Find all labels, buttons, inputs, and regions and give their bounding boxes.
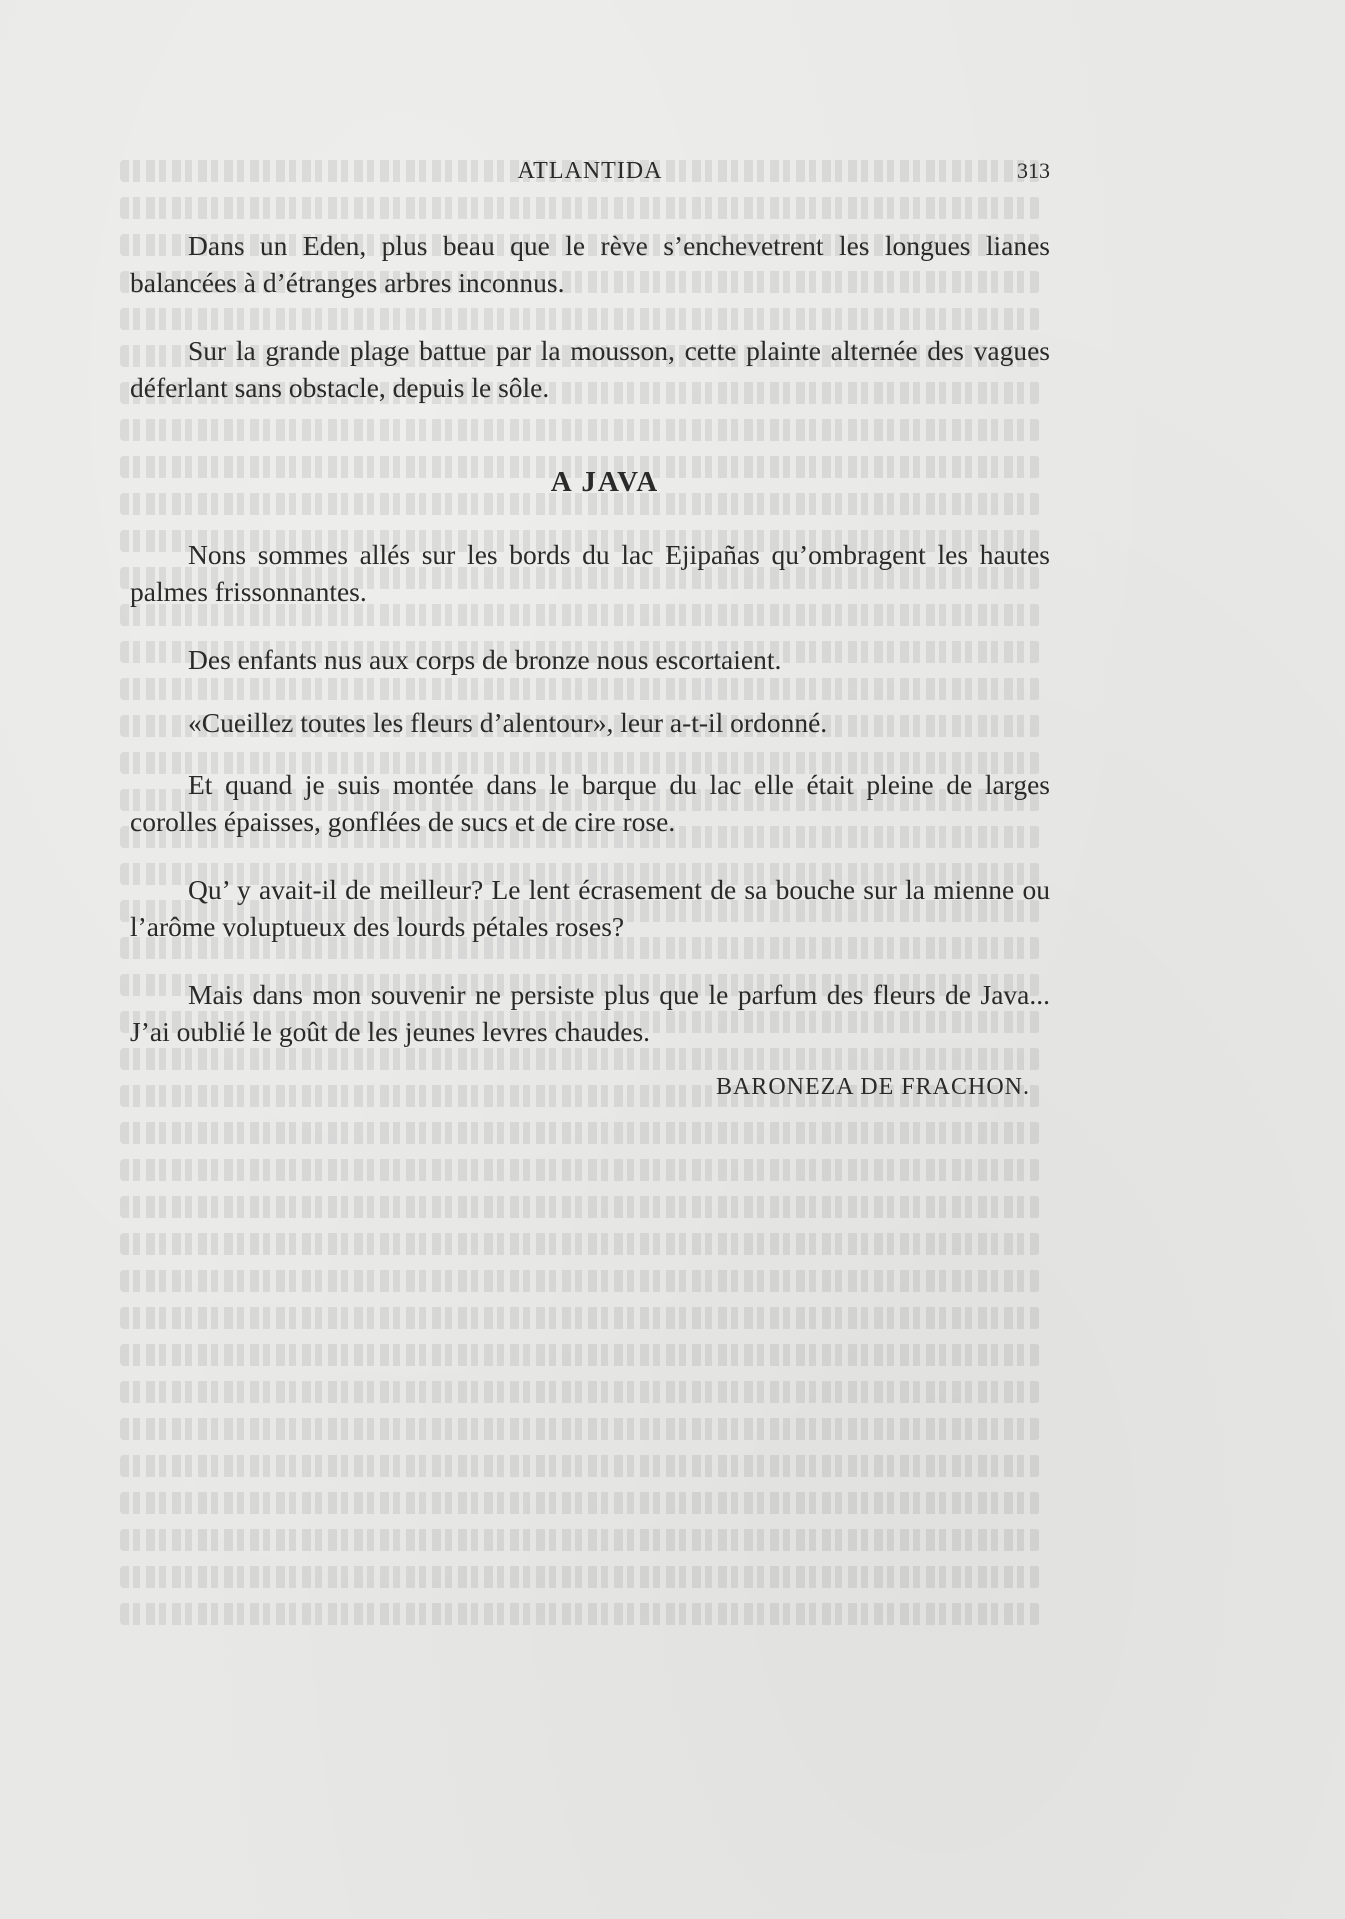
- page-body: [130, 228, 1050, 1101]
- paragraph: Des enfants nus aux corps de bronze nous escortaient.: [188, 644, 782, 675]
- paragraph: Et quand je suis montée dans le barque du lac elle était pleine de larges corolles épaisses, gonflées de sucs et de cire rose.: [130, 769, 1050, 837]
- paragraph: Dans un Eden, plus beau que le rève s’enchevetrent les longues lianes balancées à d’étranges arbres inconnus.: [130, 230, 1050, 298]
- author-signature: BARONEZA DE FRACHON.: [715, 1074, 1030, 1100]
- paragraph: «Cueillez toutes les fleurs d’alentour», leur a-t-il ordonné.: [188, 706, 828, 738]
- paragraph: Sur la grande plage battue par la mousson, cette plainte alternée des vagues déferlant sans obstacle, depuis le sôle.: [130, 335, 1050, 403]
- page-header: [130, 158, 1050, 198]
- paragraph: Qu’ y avait-il de meilleur? Le lent écrasement de sa bouche sur la mienne ou l’arôme voluptueux des lourds pétales roses?: [130, 874, 1050, 942]
- running-title: ATLANTIDA: [517, 158, 663, 184]
- page-number: 313: [1017, 158, 1050, 183]
- paragraph: Nons sommes allés sur les bords du lac Ejipañas qu’ombragent les hautes palmes frissonnantes.: [130, 539, 1050, 607]
- paragraph: Mais dans mon souvenir ne persiste plus que le parfum des fleurs de Java... J’ai oublié le goût de les jeunes levres chaudes.: [130, 979, 1050, 1047]
- section-title: A JAVA: [550, 466, 660, 498]
